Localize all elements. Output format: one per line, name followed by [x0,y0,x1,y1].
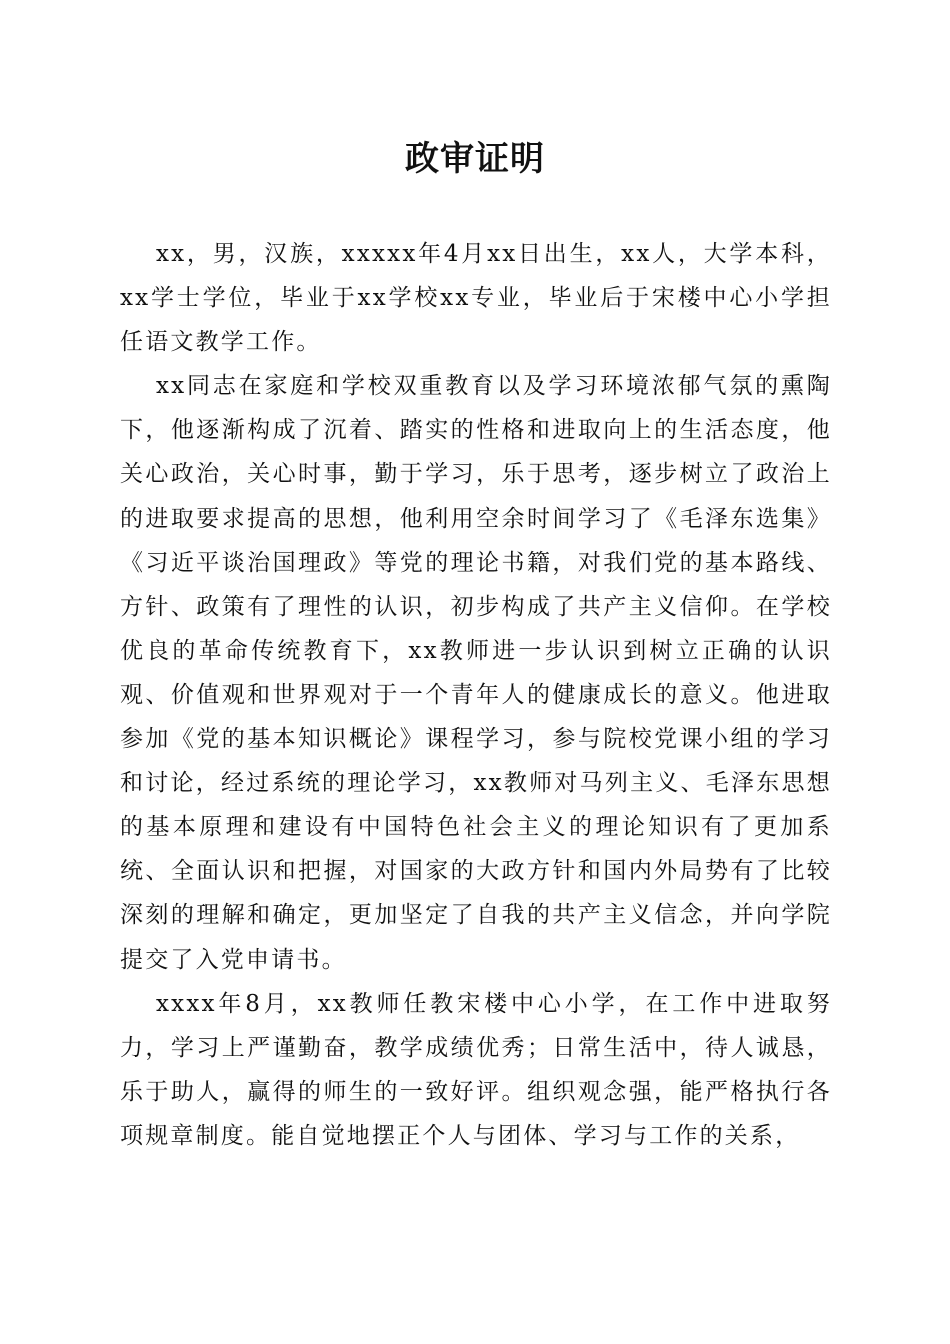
paragraph-personal-info: xx，男，汉族，xxxxx年4月xx日出生，xx人，大学本科，xx学士学位，毕业于xx学校xx专业，毕业后于宋楼中心小学担任语文教学工作。 [120,241,832,356]
document-body [120,232,832,1158]
paragraph-work-performance: xxxx年8月，xx教师任教宋楼中心小学，在工作中进取努力，学习上严谨勤奋，教学成绩优秀；日常生活中，待人诚恳，乐于助人，赢得的师生的一致好评。组织观念强，能严格执行各项规章制度。能自觉地摆正个人与团体、学习与工作的关系， [120,990,832,1149]
paragraph-political-growth: xx同志在家庭和学校双重教育以及学习环境浓郁气氛的熏陶下，他逐渐构成了沉着、踏实的性格和进取向上的生活态度，他关心政治，关心时事，勤于学习，乐于思考，逐步树立了政治上的进取要求提高的思想，他利用空余时间学习了《毛泽东选集》《习近平谈治国理政》等党的理论书籍，对我们党的基本路线、方针、政策有了理性的认识，初步构成了共产主义信仰。在学校优良的革命传统教育下，xx教师进一步认识到树立正确的认识观、价值观和世界观对于一个青年人的健康成长的意义。他进取参加《党的基本知识概论》课程学习，参与院校党课小组的学习和讨论，经过系统的理论学习，xx教师对马列主义、毛泽东思想的基本原理和建设有中国特色社会主义的理论知识有了更加系统、全面认识和把握，对国家的大政方针和国内外局势有了比较深刻的理解和确定，更加坚定了自我的共产主义信念，并向学院提交了入党申请书。 [120,373,832,973]
document-title: 政审证明 [405,139,545,179]
